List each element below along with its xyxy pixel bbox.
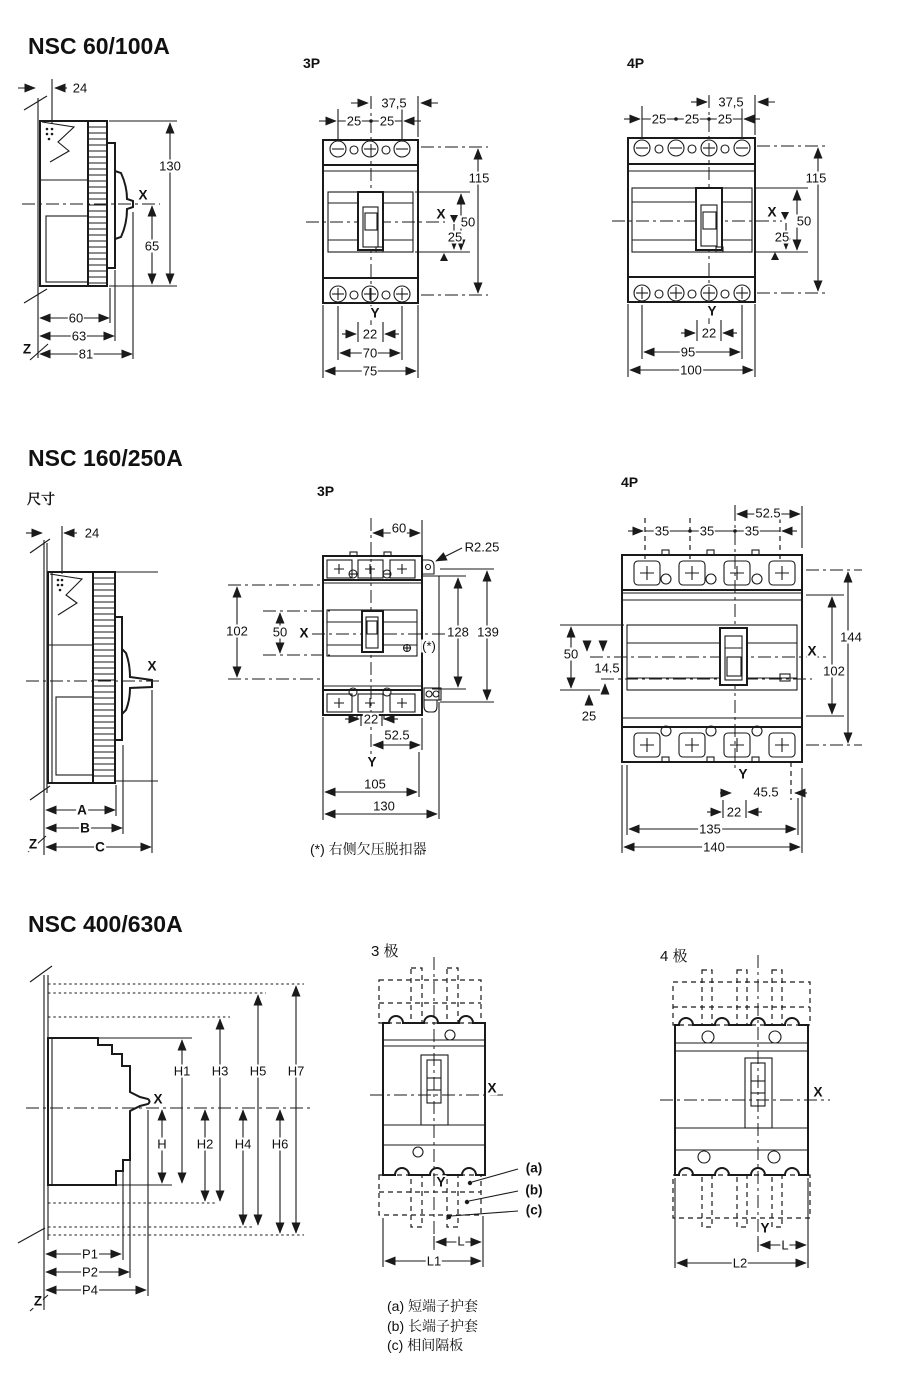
section2-title: NSC 160/250A	[28, 445, 183, 471]
section2-subtitle: 尺寸	[27, 491, 55, 507]
dim-label-h6: H6	[271, 1136, 289, 1152]
axis-label-x: X	[153, 1091, 163, 1107]
dim-label-95: 95	[680, 344, 696, 360]
footnote-b: (b) 长端子护套	[387, 1318, 478, 1334]
dim-label-l: L	[781, 1237, 789, 1253]
dim-label-25: 25	[717, 111, 733, 127]
dim-label-81: 81	[78, 346, 94, 362]
dim-label-65: 65	[144, 238, 160, 254]
panel-label-4pole-400: 4 极	[660, 948, 688, 965]
dim-label-25: 25	[684, 111, 700, 127]
nsc60-4p-front	[612, 95, 827, 377]
dim-label-102: 102	[823, 663, 845, 679]
dim-label-52-5: 52.5	[384, 727, 410, 743]
dim-label-100: 100	[680, 362, 702, 378]
dim-label-l: L	[457, 1233, 465, 1249]
dim-label-128: 128	[447, 624, 469, 640]
callout-label-c: (c)	[525, 1202, 543, 1218]
dim-label-24: 24	[84, 525, 100, 541]
axis-label-y: Y	[707, 303, 717, 319]
dim-label-35: 35	[699, 523, 715, 539]
axis-label-y: Y	[367, 754, 377, 770]
dim-label-130: 130	[159, 158, 181, 174]
dim-label-60: 60	[68, 310, 84, 326]
axis-label-y: Y	[370, 305, 380, 321]
dim-label-p1: P1	[82, 1246, 98, 1262]
nsc160-side-view	[26, 526, 162, 855]
dim-label-37-5: 37,5	[381, 95, 407, 111]
dim-label-25: 25	[346, 113, 362, 129]
dim-label-25: 25	[447, 229, 463, 245]
callout-label-a: (a)	[525, 1160, 543, 1176]
dim-label-24: 24	[72, 80, 88, 96]
section1-title: NSC 60/100A	[28, 33, 170, 59]
panel-label-4p-160: 4P	[621, 474, 639, 490]
dim-label-r2-25: R2.25	[464, 539, 500, 555]
callout-label-b: (b)	[525, 1182, 543, 1198]
dim-label-45-5: 45.5	[753, 784, 779, 800]
axis-label-x: X	[147, 658, 157, 674]
axis-label-x: X	[138, 187, 148, 203]
dim-label-25: 25	[581, 708, 597, 724]
nsc400-3p-front	[370, 957, 518, 1267]
axis-label-y: Y	[436, 1174, 446, 1190]
axis-label-x: X	[807, 643, 817, 659]
dim-label-22: 22	[362, 326, 378, 342]
dim-label-102: 102	[226, 623, 248, 639]
axis-label-y: Y	[738, 766, 748, 782]
axis-label-z: Z	[28, 836, 38, 852]
axis-label-z: Z	[22, 341, 32, 357]
panel-label-3pole-400: 3 极	[371, 943, 399, 960]
dim-label-c: C	[95, 839, 105, 855]
nsc160-4p-front	[560, 505, 862, 853]
dim-label-140: 140	[703, 839, 725, 855]
nsc160-3p-front	[228, 518, 494, 820]
footnote-c: (c) 相间隔板	[387, 1337, 464, 1353]
dim-label-h: H	[157, 1136, 167, 1152]
dim-label-l2: L2	[732, 1255, 748, 1271]
dim-label-60: 60	[391, 520, 407, 536]
dim-label-h2: H2	[196, 1136, 214, 1152]
dim-label-14-5: 14.5	[594, 660, 620, 676]
panel-label-4p-60: 4P	[627, 55, 645, 71]
dim-label-25: 25	[651, 111, 667, 127]
dim-label-35: 35	[654, 523, 670, 539]
dim-label-h4: H4	[234, 1136, 252, 1152]
dim-label-p4: P4	[82, 1282, 98, 1298]
dim-label-h5: H5	[249, 1063, 267, 1079]
dim-label-p2: P2	[82, 1264, 98, 1280]
nsc400-4p-front	[660, 955, 830, 1271]
dim-label-b: B	[80, 820, 90, 836]
footnote-a: (a) 短端子护套	[387, 1298, 478, 1314]
dim-label-h1: H1	[173, 1063, 191, 1079]
dim-label-22: 22	[701, 325, 717, 341]
dim-label-a: A	[77, 802, 87, 818]
dim-label-144: 144	[840, 629, 862, 645]
dim-label-22: 22	[726, 804, 742, 820]
dim-label-50: 50	[796, 213, 812, 229]
dim-label-50: 50	[460, 214, 476, 230]
dim-label-h3: H3	[211, 1063, 229, 1079]
dim-label-115: 115	[468, 170, 490, 186]
dim-label-75: 75	[362, 363, 378, 379]
dim-label-25: 25	[774, 229, 790, 245]
dim-label-25: 25	[379, 113, 395, 129]
axis-label-x: X	[487, 1080, 497, 1096]
nsc60-side-view	[18, 79, 177, 360]
dim-label-l1: L1	[426, 1253, 442, 1269]
dim-label-50: 50	[563, 646, 579, 662]
dim-label-115: 115	[805, 170, 827, 186]
panel-label-3p-60: 3P	[303, 55, 321, 71]
dim-label-50: 50	[272, 624, 288, 640]
dim-label-135: 135	[699, 821, 721, 837]
section3-title: NSC 400/630A	[28, 911, 183, 937]
dim-label-105: 105	[364, 776, 386, 792]
dim-label-37-5: 37,5	[718, 94, 744, 110]
axis-label-x: X	[299, 625, 309, 641]
dim-label-22: 22	[363, 711, 379, 727]
dim-label-63: 63	[71, 328, 87, 344]
dim-label-52-5: 52.5	[755, 505, 781, 521]
undervoltage-note: (*) 右侧欠压脱扣器	[310, 841, 427, 857]
axis-label-x: X	[813, 1084, 823, 1100]
dim-label-130: 130	[373, 798, 395, 814]
axis-label-x: X	[436, 206, 446, 222]
panel-label-3p-160: 3P	[317, 483, 335, 499]
dim-label-70: 70	[362, 345, 378, 361]
footnote-marker: (*)	[422, 638, 436, 654]
axis-label-y: Y	[760, 1220, 770, 1236]
dim-label-35: 35	[744, 523, 760, 539]
dim-label-139: 139	[477, 624, 499, 640]
axis-label-z: Z	[33, 1293, 43, 1309]
axis-label-x: X	[767, 204, 777, 220]
dim-label-h7: H7	[287, 1063, 305, 1079]
